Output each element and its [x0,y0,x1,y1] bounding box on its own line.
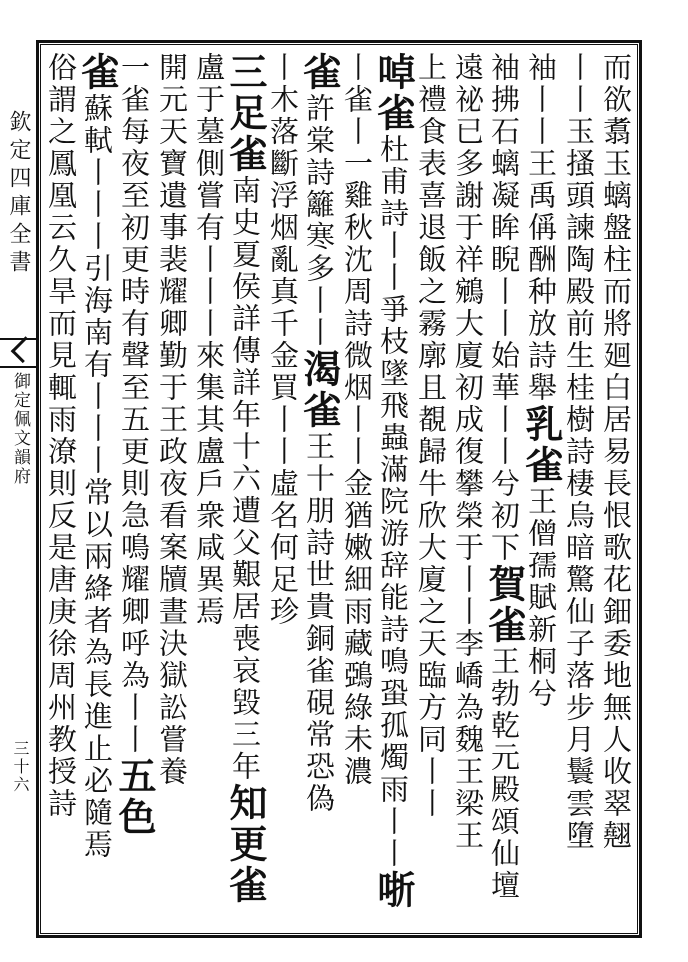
text-column [153,52,190,922]
entry-text: 而欲翥玉螭盤柱而將廻白居易長恨歌花鈿委地無人收翠翹 [599,52,633,852]
text-column [75,52,120,922]
text-column [112,52,157,922]
entry-text: 蘇軾丨丨丨引海南有丨丨丨常以兩絳者為長進止必隨焉 [80,93,114,861]
text-column [371,52,416,922]
entry-text: 王勃乾元殿頌仙壇 [487,646,521,902]
entry-text: 杜甫詩丨丨爭枝墜飛蟲滿院游辞能詩鳴蛩孤燭雨丨丨 [376,134,410,870]
entry-text: 亂真千金買丨丨虛名何足珍 [266,244,300,628]
entry-text: 俗謂之鳳凰云久旱而見輒雨潦則反是唐庚徐周州教授詩 [44,52,78,820]
text-column [223,52,268,922]
entry-heading: 賀雀 [482,564,527,646]
text-column [412,52,449,922]
entry-heading: 哳 [371,870,416,911]
entry-text: 丨雀丨一雞秋沈周詩微烟丨丨金猶嫩細雨藏鵶綠未濃 [340,52,374,788]
entry-text: 王十朋詩世貴銅雀硯常恐偽 [302,431,336,815]
text-column [560,52,597,922]
entry-heading: 渴雀 [297,349,342,431]
entry-heading: 知更雀 [223,783,268,906]
entry-heading: 乳雀 [519,404,564,486]
entry-text: 袖丨丨王禹偁酬种放詩舉 [524,52,558,404]
book-title: 欽定四庫全書 [6,110,31,278]
page-number: 三十六 [11,740,30,794]
entry-text: 一雀每夜至初更時有聲至五更則急鳴耀卿呼為丨丨 [117,52,151,756]
entry-text: 盧于墓側嘗有丨丨丨來集其盧戶衆咸異焉 [192,52,226,628]
entry-heading: 雀 [75,52,120,93]
entry-heading: 雀 [297,52,342,93]
entry-text: 丨木落斷浮烟 [266,52,300,244]
entry-text: 袖拂石螭凝眸睨丨丨 [487,52,521,340]
entry-text: 王僧孺賦新桐兮 [524,486,558,710]
entry-text: 始華丨丨兮初下 [487,340,521,564]
entry-text: 開元天寶遺事裴耀卿勤于王政夜看案牘晝決獄訟嘗養 [155,52,189,788]
fishtail-mark-icon [0,338,36,368]
entry-heading: 啅雀 [371,52,416,134]
entry-text: 丨丨玉搔頭諫陶殿前生桂樹詩棲烏暗驚仙子落步月鬟雲墮 [562,52,596,852]
entry-text: 南史夏侯詳傳詳年十六遭父艱居喪哀毀三年 [228,175,262,783]
entry-text: 上禮食表喜退飯之霧廓且覩歸牛欣大廈之天臨方同丨丨 [414,52,448,820]
entry-heading: 三足雀 [223,52,268,175]
text-column [264,52,301,922]
text-column [597,52,634,922]
text-column [42,52,79,922]
text-column [338,52,375,922]
text-column [482,52,527,922]
entry-text: 遠祕已多謝于祥鵷大廈初成復攀榮于丨丨李嶠為魏王梁王 [451,52,485,852]
entry-heading: 五色 [112,756,157,838]
section-title: 御定佩文韻府 [10,372,30,486]
text-column [190,52,227,922]
entry-text: 許棠詩籬寒多丨丨 [302,93,336,349]
text-column [297,52,342,922]
text-column [449,52,486,922]
text-column [519,52,564,922]
page-margin [0,40,36,938]
